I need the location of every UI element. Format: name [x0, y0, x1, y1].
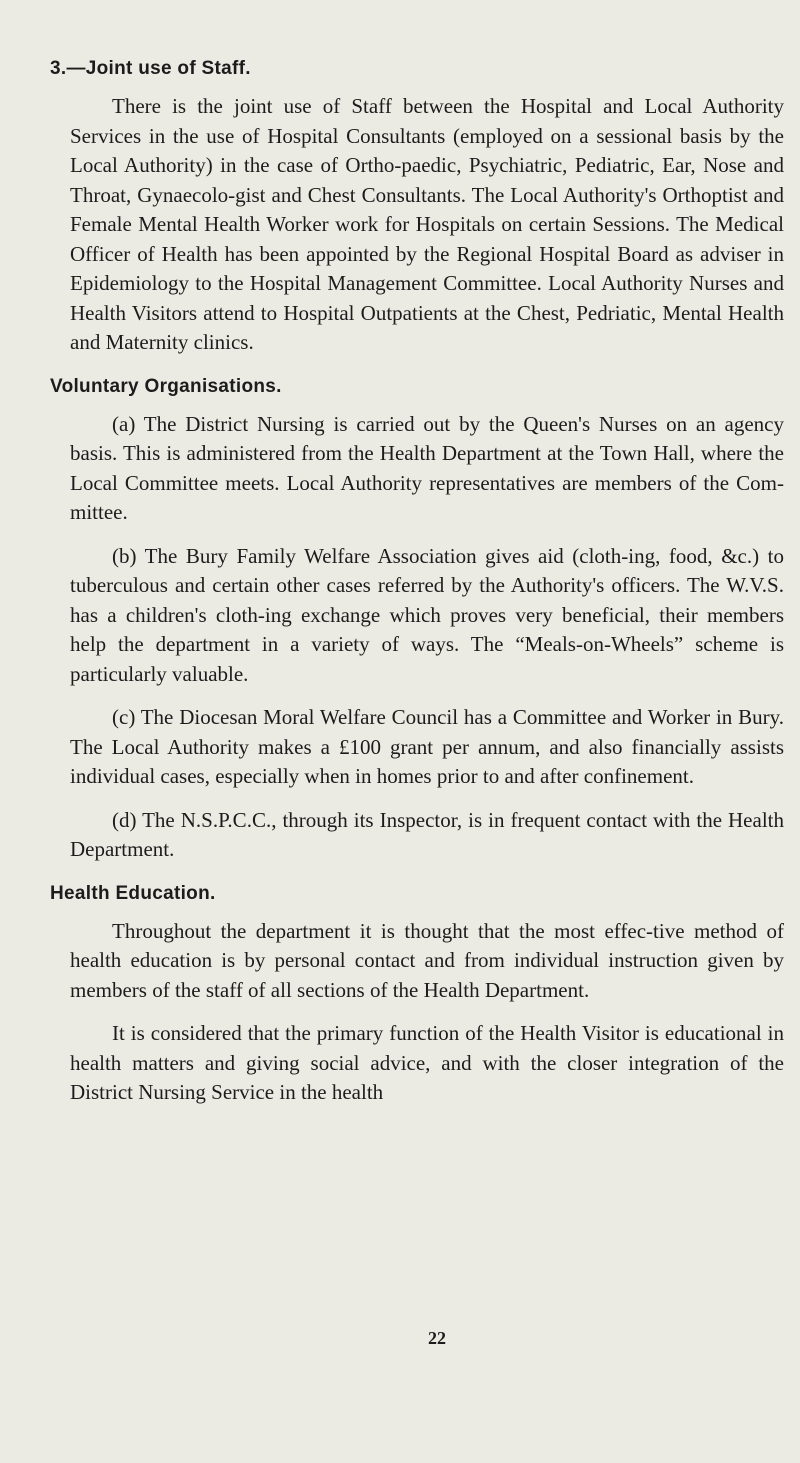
section-heading-voluntary-organisations: Voluntary Organisations. — [50, 375, 282, 397]
paragraph: (a) The District Nursing is carried out by the Queen's Nurses on an agency basis. This is administered from the Health Department at the Town Hall, where the Local Committee meets. Local Authority representatives are members of the Com-mittee. — [70, 411, 784, 524]
paragraph: (d) The N.S.P.C.C., through its Inspector, is in frequent contact with the Health Department. — [70, 807, 784, 861]
paragraph: (b) The Bury Family Welfare Association gives aid (cloth-ing, food, &c.) to tuberculous and certain other cases referred by the Authority's officers. The W.V.S. has a children's cloth-ing exchange which proves very beneficial, their members help the department in a variety of ways. The “Meals-on-Wheels” scheme is particularly valuable. — [70, 543, 784, 686]
page-number: 22 — [428, 1328, 446, 1348]
section-heading-joint-use-of-staff: 3.—Joint use of Staff. — [50, 58, 251, 79]
paragraph: It is considered that the primary function of the Health Visitor is educational in health matters and giving social advice, and with the closer integration of the District Nursing Service in the health — [70, 1021, 784, 1104]
paragraph: (c) The Diocesan Moral Welfare Council has a Committee and Worker in Bury. The Local Authority makes a £100 grant per annum, and also financially assists individual cases, especially when in homes prior to and after confinement. — [70, 705, 784, 788]
document-page — [50, 58, 784, 1122]
section-heading-health-education: Health Education. — [50, 882, 216, 904]
paragraph: Throughout the department it is thought that the most effec-tive method of health education is by personal contact and from individual instruction given by members of the staff of all sections of the Health Department. — [70, 918, 784, 1002]
paragraph: There is the joint use of Staff between the Hospital and Local Authority Services in the use of Hospital Consultants (employed on a sessional basis by the Local Authority) in the case of Ortho-paedic, Psychiatric, Pediatric, Ear, Nose and Throat, Gynaecolo-gist and Chest Consultants. The Local Authority's Orthoptist and Female Mental Health Worker work for Hospitals on certain Sessions. The Medical Officer of Health has been appointed by the Regional Hospital Board as adviser in Epidemiology to the Hospital Management Committee. Local Authority Nurses and Health Visitors attend to Hospital Outpatients at the Chest, Pedriatic, Mental Health and Maternity clinics. — [70, 94, 784, 354]
